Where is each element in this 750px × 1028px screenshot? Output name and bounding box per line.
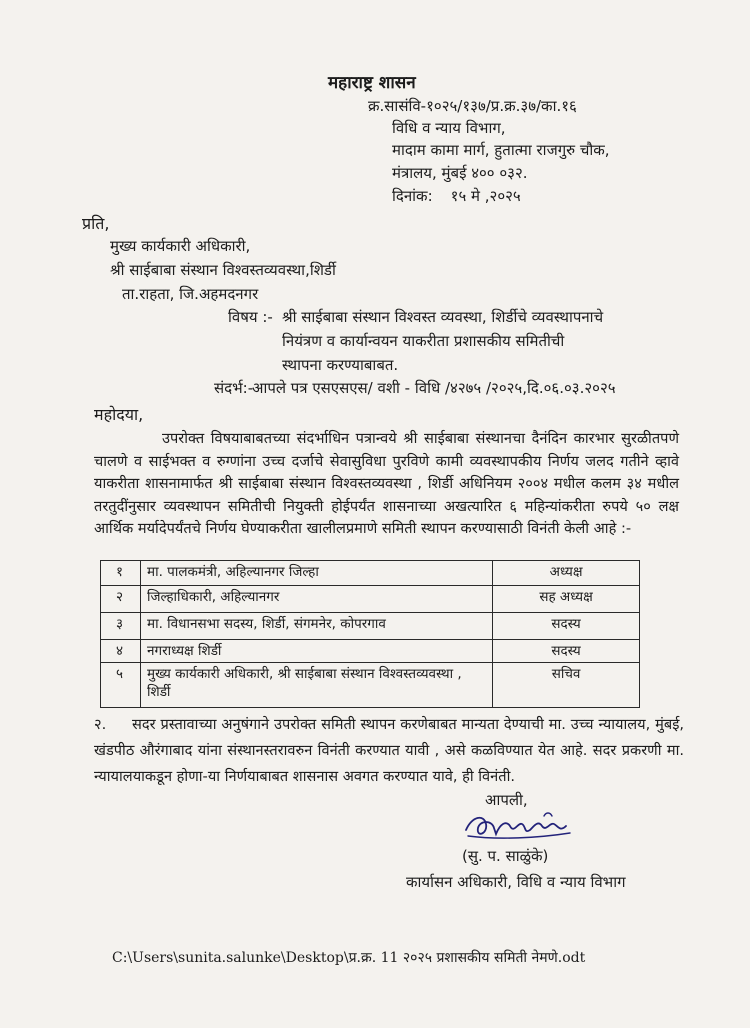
reference-text: आपले पत्र एसएसएस/ वशी - विधि /४२७५ /२०२५,दि.०६.०३.२०२५: [252, 379, 616, 397]
table-row: [101, 561, 640, 586]
member-cell: नगराध्यक्ष शिर्डी: [141, 640, 493, 663]
reference-number: क्र.सासंवि-१०२५/१३७/प्र.क्र.३७/का.१६: [368, 97, 577, 115]
date-row: [392, 186, 521, 206]
table-row: [101, 640, 640, 663]
serial-cell: ३: [101, 613, 141, 640]
address-line-1: मादाम कामा मार्ग, हुतात्मा राजगुरु चौक,: [392, 141, 610, 159]
paragraph-1-text: उपरोक्त विषयाबाबतच्या संदर्भाधिन पत्रान्वये श्री साईबाबा संस्थानचा दैनंदिन कारभार सुरळीतपणे चालणे व साईभक्त व रुग्णांना उच्च दर्जाचे सेवासुविधा पुरविणे कामी व्यवस्थापकीय निर्णय जलद गतीने व्हावे याकरीता शासनामार्फत श्री साईबाबा संस्थान विश्वस्तव्यवस्था , शिर्डी अधिनियम २००४ मधील कलम ३४ मधील तरतुदींनुसार व्यवस्थापन समितीची नियुक्ती होईपर्यंत शासनाच्या अखत्यारित ६ महिन्यांकरीता रुपये ५० लक्ष आर्थिक मर्यादेपर्यंतचे निर्णय घेण्याकरीता खालीलप्रमाणे समिती स्थापन करण्यासाठी विनंती केली आहे :-: [94, 430, 679, 538]
closing-yours: आपली,: [485, 791, 528, 809]
paragraph-2-number: २.: [94, 716, 107, 733]
subject-label: विषय :-: [228, 308, 273, 326]
role-cell: सदस्य: [493, 640, 640, 663]
file-path-footer: C:\Users\sunita.salunke\Desktop\प्र.क्र. 11 २०२५ प्रशासकीय समिती नेमणे.odt: [112, 950, 586, 966]
member-cell: जिल्हाधिकारी, अहिल्यानगर: [141, 586, 493, 613]
government-title: महाराष्ट्र शासन: [328, 73, 416, 93]
recipient-line-3: ता.राहता, जि.अहमदनगर: [122, 285, 259, 303]
paragraph-2-text: सदर प्रस्तावाच्या अनुषंगाने उपरोक्त समिती स्थापन करणेबाबत मान्यता देण्याची मा. उच्च न्यायालय, मुंबई, खंडपीठ औरंगाबाद यांना संस्थानस्तरावरुन विनंती करण्यात यावी , असे कळविण्यात येत आहे. सदर प्रकरणी मा. न्यायालयाकडून होणा-या निर्णयाबाबत शासनास अवगत करण्यात यावे, ही विनंती.: [94, 716, 684, 785]
role-cell: सह अध्यक्ष: [493, 586, 640, 613]
reference-label: संदर्भ:-: [214, 379, 254, 397]
role-cell: सचिव: [493, 663, 640, 708]
signatory-designation: कार्यासन अधिकारी, विधि व न्याय विभाग: [406, 873, 626, 891]
member-cell: मुख्य कार्यकारी अधिकारी, श्री साईबाबा संस्थान विश्वस्तव्यवस्था , शिर्डी: [141, 663, 493, 708]
member-cell: मा. पालकमंत्री, अहिल्यानगर जिल्हा: [141, 561, 493, 586]
serial-cell: ५: [101, 663, 141, 708]
subject-line-1: श्री साईबाबा संस्थान विश्वस्त व्यवस्था, शिर्डीचे व्यवस्थापनाचे: [282, 308, 604, 326]
address-line-2: मंत्रालय, मुंबई ४०० ०३२.: [392, 164, 528, 182]
member-cell: मा. विधानसभा सदस्य, शिर्डी, संगमनेर, कोपरगाव: [141, 613, 493, 640]
to-label: प्रति,: [82, 214, 110, 233]
serial-cell: ४: [101, 640, 141, 663]
committee-table: [100, 560, 640, 708]
date-label: दिनांक:: [392, 187, 433, 205]
body-paragraph-1: [94, 428, 679, 541]
recipient-line-1: मुख्य कार्यकारी अधिकारी,: [110, 237, 251, 255]
serial-cell: १: [101, 561, 141, 586]
date-value: १५ मे ,२०२५: [450, 187, 521, 205]
role-cell: सदस्य: [493, 613, 640, 640]
table-row: [101, 586, 640, 613]
table-row: [101, 613, 640, 640]
serial-cell: २: [101, 586, 141, 613]
body-paragraph-2: [94, 712, 684, 790]
subject-line-3: स्थापना करण्याबाबत.: [282, 356, 399, 374]
department-name: विधि व न्याय विभाग,: [392, 119, 506, 137]
salutation: महोदया,: [94, 405, 144, 424]
role-cell: अध्यक्ष: [493, 561, 640, 586]
recipient-line-2: श्री साईबाबा संस्थान विश्वस्तव्यवस्था,शिर्डी: [110, 261, 336, 279]
table-row: [101, 663, 640, 708]
subject-line-2: नियंत्रण व कार्यान्वयन याकरीता प्रशासकीय समितीची: [282, 332, 565, 350]
signatory-name: (सु. प. साळुंके): [462, 847, 549, 865]
handwritten-signature: [458, 806, 578, 848]
